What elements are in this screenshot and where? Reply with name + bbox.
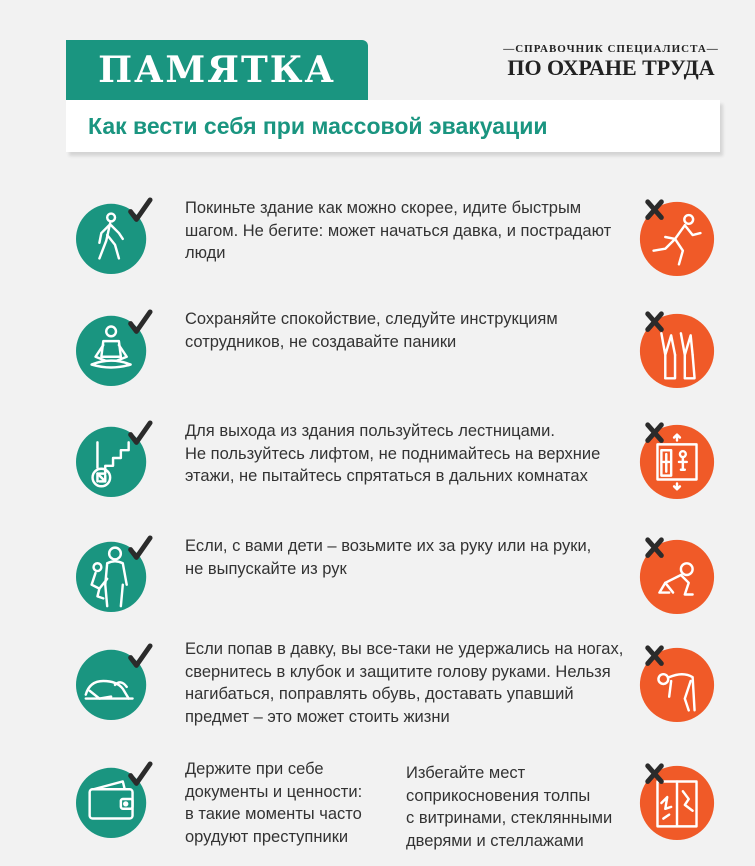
curled-up-person-icon (76, 642, 154, 720)
rule-text-1 (185, 197, 611, 265)
wallet-icon (76, 760, 154, 838)
rule-3-line-2: Не пользуйтесь лифтом, не поднимайтесь на верхние (185, 444, 601, 463)
rule-text-5 (185, 638, 623, 728)
rule-3-line-1: Для выхода из здания пользуйтесь лестницами. (185, 422, 555, 440)
publisher-logo (500, 43, 722, 81)
rule-6b-line-4: дверями и стеллажами (406, 831, 584, 850)
rule-6-line-3: в такие моменты часто (185, 805, 362, 823)
crawling-child-icon (636, 534, 718, 616)
rule-2-line-2: сотрудников, не создавайте паники (185, 332, 457, 351)
rule-text-4 (185, 535, 591, 580)
page-subtitle: Как вести себя при массовой эвакуации (88, 112, 548, 139)
panicking-hands-icon (636, 308, 718, 390)
rule-6b-line-1: Избегайте мест (406, 764, 526, 782)
rule-6-line-2: документы и ценности: (185, 782, 363, 801)
bending-person-icon (636, 642, 718, 724)
header-title-tab (66, 40, 368, 100)
rule-4-line-2: не выпускайте из рук (185, 559, 347, 578)
rule-6-line-4: орудуют преступники (185, 827, 349, 846)
rule-6b-line-3: с витринами, стеклянными (406, 809, 613, 827)
page-title: ПАМЯТКА (98, 49, 336, 91)
running-person-icon (636, 196, 718, 278)
rule-5-line-4: предмет – это может стоить жизни (185, 707, 450, 726)
rule-text-3 (185, 420, 600, 488)
stairs-icon (76, 419, 154, 497)
rule-1-line-2: шагом. Не бегите: может начаться давка, и пострадают (185, 221, 612, 240)
rule-text-6 (185, 758, 362, 848)
rule-6b-line-2: соприкосновения толпы (406, 786, 591, 805)
rule-6-line-1: Держите при себе (185, 760, 324, 778)
walking-person-icon (76, 196, 154, 274)
rule-3-line-3: этажи, не пытайтесь спрятаться в дальних комнатах (185, 467, 588, 485)
rule-text-2 (185, 308, 558, 353)
adult-holding-child-icon (76, 534, 154, 612)
rule-2-line-1: Сохраняйте спокойствие, следуйте инструкциям (185, 310, 558, 328)
rule-text-6-second (406, 762, 612, 852)
publisher-logo-subline: —СПРАВОЧНИК СПЕЦИАЛИСТА— (503, 43, 719, 55)
meditating-person-icon (76, 308, 154, 386)
rule-5-line-1: Если попав в давку, вы все-таки не удержались на ногах, (185, 640, 624, 658)
rule-5-line-3: нагибаться, поправлять обувь, доставать упавший (185, 685, 574, 703)
rule-5-line-2: свернитесь в клубок и защитите голову руками. Нельзя (185, 662, 611, 681)
subtitle-banner (66, 100, 720, 152)
rule-4-line-1: Если, с вами дети – возьмите их за руку или на руки, (185, 537, 592, 555)
publisher-logo-mainline: ПО ОХРАНЕ ТРУДА (507, 55, 715, 80)
rule-1-line-1: Покиньте здание как можно скорее, идите быстрым (185, 199, 582, 217)
elevator-icon (636, 419, 718, 501)
rule-1-line-3: люди (185, 244, 226, 262)
broken-glass-window-icon (636, 760, 718, 842)
